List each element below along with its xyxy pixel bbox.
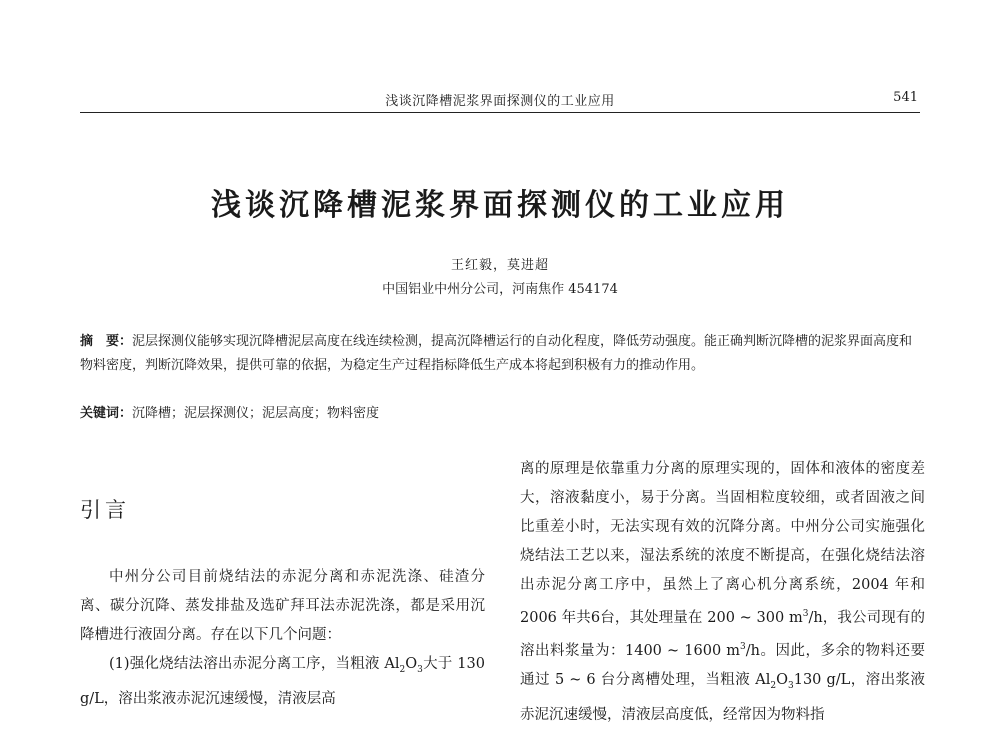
right-text-c: /h。因此，多余的物料还要通过 5 ~ 6 台分离槽处理，当粗液 Al [520,642,925,688]
right-text-b: /h，我公司现有的溶出料浆量为：1400 ~ 1600 m [520,609,925,659]
right-text-d: O [776,671,788,688]
authors: 王红毅，莫进超 [450,258,549,273]
affiliation: 中国铝业中州分公司，河南焦作 454174 [382,282,618,297]
problem-text-b: O [405,656,418,672]
article-title: 浅谈沉降槽泥浆界面探测仪的工业应用 [211,188,789,223]
header-rule [80,112,920,113]
subscript: 3 [787,680,794,691]
right-paragraph [520,455,925,730]
left-column [80,563,485,714]
subscript: 2 [399,664,406,675]
abstract [80,330,920,378]
subscript: 2 [770,680,777,691]
problem-text-c: 大于 130 g/L，溶出浆液赤泥沉速缓慢，清液层高 [80,656,485,707]
keywords [80,402,920,426]
keywords-label: 关键词： [80,406,133,421]
right-text-a: 离的原理是依靠重力分离的原理实现的，固体和液体的密度差大，溶液黏度小，易于分离。当固相粒度较细，或者固液之间比重差小时，无法实现有效的沉降分离。中州分公司实施强化烧结法工艺以来，湿法系统的浓度不断提高，在强化烧结法溶出赤泥分离工序中，虽然上了离心机分离系统，2004 年和2006 年共6台，其处理量在 200 ~ 300 m [520,461,925,626]
problem-text-a: (1)强化烧结法溶出赤泥分离工序，当粗液 Al [109,656,400,672]
keywords-text: 沉降槽；泥层探测仪；泥层高度；物料密度 [132,406,380,421]
superscript: 3 [740,641,746,652]
subscript: 3 [417,664,423,675]
right-column [520,455,925,730]
abstract-text: 泥层探测仪能够实现沉降槽泥层高度在线连续检测，提高沉降槽运行的自动化程度，降低劳动强度。能正确判断沉降槽的泥浆界面高度和物料密度，判断沉降效果，提供可靠的依据，为稳定生产过程指标降低生产成本将起到积极有力的推动作用。 [80,334,913,373]
abstract-label: 摘 要： [80,334,133,349]
problem-item-1 [80,650,485,714]
intro-paragraph: 中州分公司目前烧结法的赤泥分离和赤泥洗涤、硅渣分离、碳分沉降、蒸发排盐及选矿拜耳法赤泥洗涤，都是采用沉降槽进行液固分离。存在以下几个问题： [80,569,485,643]
page-number: 541 [893,90,918,105]
superscript: 3 [802,609,809,619]
running-header [80,76,920,109]
right-text-e: 130 g/L，溶出浆液赤泥沉速缓慢，清液层高度低，经常因为物料指 [520,671,925,723]
running-title: 浅谈沉降槽泥浆界面探测仪的工业应用 [385,94,615,109]
section-heading-introduction: 引言 [80,498,130,522]
